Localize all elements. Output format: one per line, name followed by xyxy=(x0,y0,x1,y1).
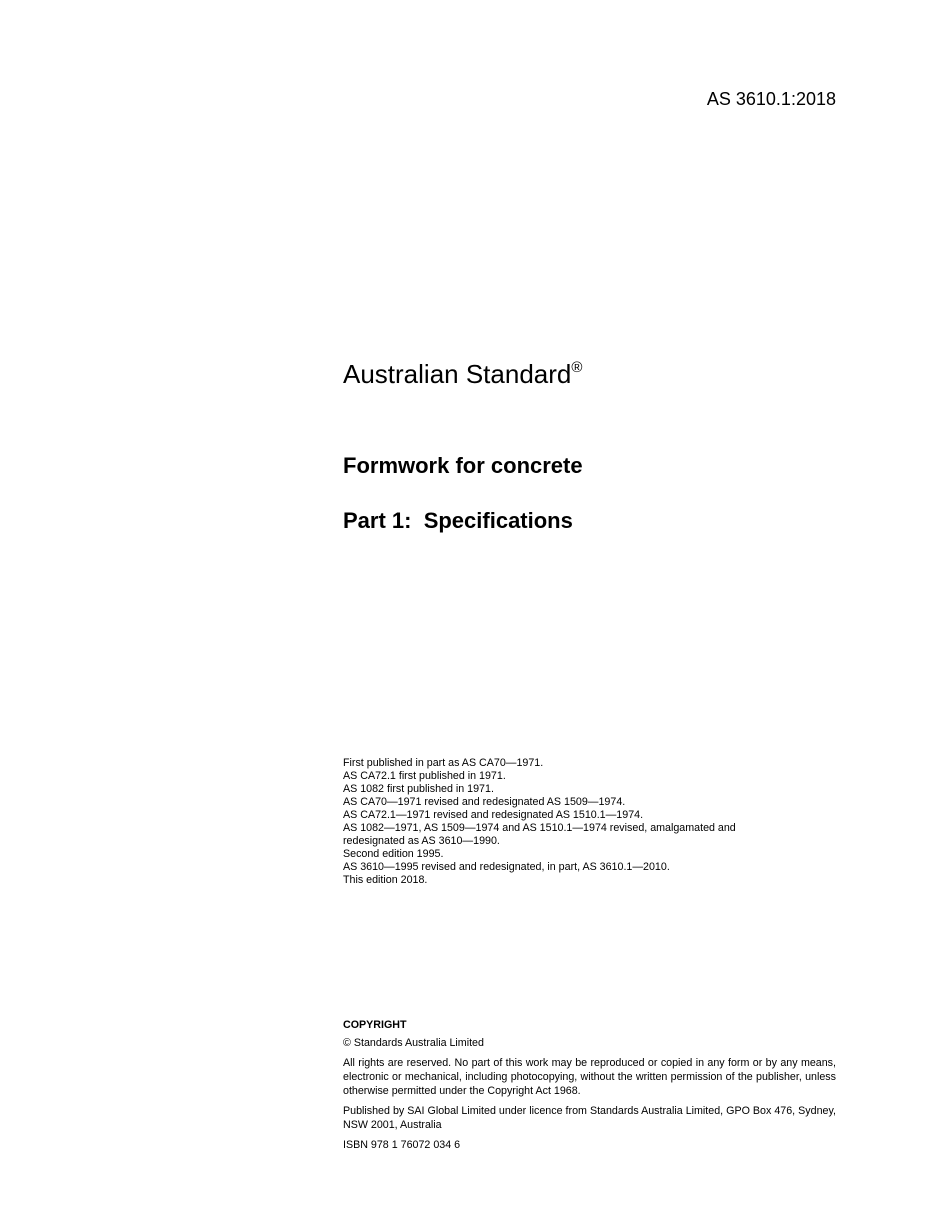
isbn: ISBN 978 1 76072 034 6 xyxy=(343,1139,461,1151)
subject-title: Formwork for concrete xyxy=(343,453,583,478)
standard-name: Australian Standard xyxy=(343,359,572,389)
copyright-section xyxy=(343,1018,836,1158)
part-title: Part 1: Specifications xyxy=(343,508,573,533)
document-number: AS 3610.1:2018 xyxy=(706,89,836,109)
copyright-rights: All rights are reserved. No part of this work may be reproduced or copied in any form or by any means, electronic or mechanical, including photocopying, without the written permission of the publisher, unless otherwise permitted under the Copyright Act 1968. xyxy=(343,1057,836,1097)
history-line: AS 1082—1971, AS 1509—1974 and AS 1510.1—1974 revised, amalgamated and xyxy=(343,822,736,834)
publication-history xyxy=(343,757,813,887)
history-line: AS CA70—1971 revised and redesignated AS 1509—1974. xyxy=(343,796,626,808)
publisher-statement: Published by SAI Global Limited under licence from Standards Australia Limited, GPO Box 476, Sydney, NSW 2001, Australia xyxy=(343,1105,836,1131)
history-line: First published in part as AS CA70—1971. xyxy=(343,757,544,769)
standard-title xyxy=(343,359,582,390)
copyright-heading: COPYRIGHT xyxy=(343,1019,407,1031)
history-line: Second edition 1995. xyxy=(343,848,444,860)
history-line: redesignated as AS 3610—1990. xyxy=(343,835,500,847)
history-line: AS 3610—1995 revised and redesignated, in part, AS 3610.1—2010. xyxy=(343,861,670,873)
history-line: AS CA72.1 first published in 1971. xyxy=(343,770,506,782)
history-line: This edition 2018. xyxy=(343,874,428,886)
history-line: AS 1082 first published in 1971. xyxy=(343,783,494,795)
copyright-owner: © Standards Australia Limited xyxy=(343,1037,484,1049)
history-line: AS CA72.1—1971 revised and redesignated AS 1510.1—1974. xyxy=(343,809,644,821)
registered-mark: ® xyxy=(571,359,583,376)
